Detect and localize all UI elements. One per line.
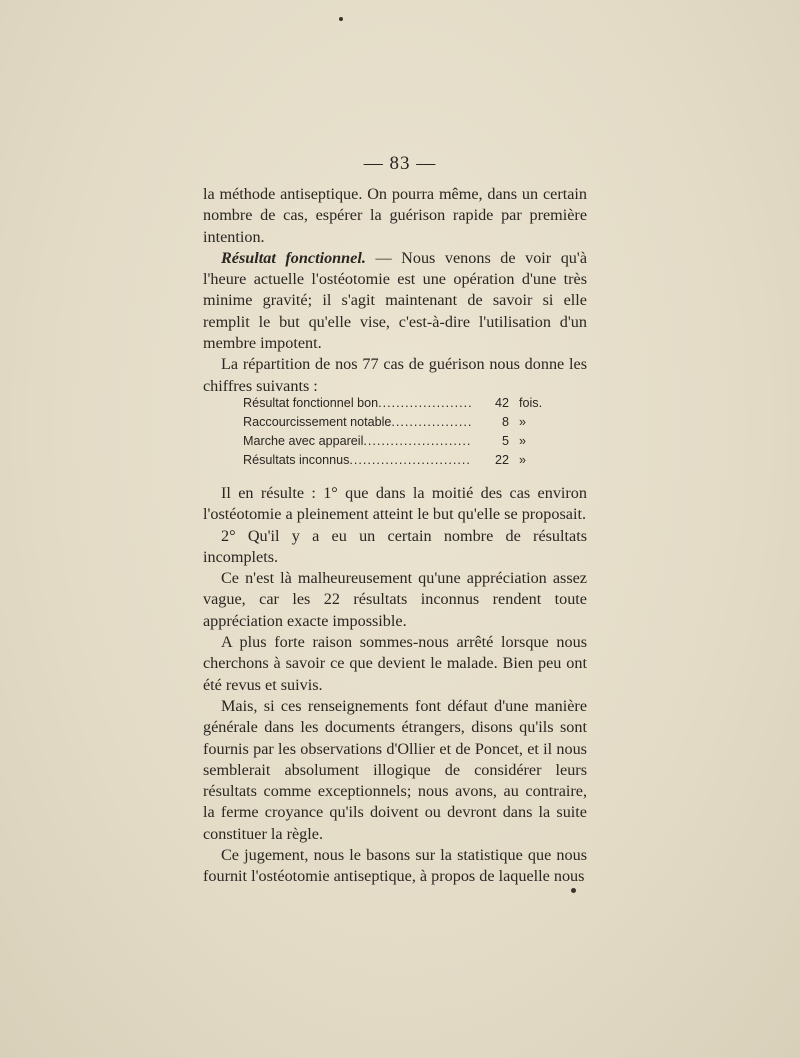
row-unit: » — [519, 453, 527, 467]
paragraph: A plus forte raison sommes-nous arrêté lorsque nous cherchons à savoir ce que devient le malade. Bien peu ont été revus et suivis. — [203, 633, 587, 694]
table-row — [243, 432, 553, 451]
row-unit: fois. — [519, 396, 543, 410]
paragraph: La répartition de nos 77 cas de guérison nous donne les chiffres suivants : — [203, 355, 587, 395]
paragraph: Ce n'est là malheureusement qu'une appréciation assez vague, car les 22 résultats inconnus rendent toute appréciation exacte impossible. — [203, 569, 587, 630]
row-count: 5 — [501, 434, 509, 448]
paragraph-text: — Nous venons de voir qu'à l'heure actuelle l'ostéotomie est une opération d'une très minime gravité; il s'agit maintenant de savoir si elle remplit le but qu'elle vise, c'est-à-dire l'utilisation d'un membre impotent. — [203, 248, 587, 353]
table-row — [243, 413, 553, 432]
row-count: 42 — [494, 396, 509, 410]
ink-speck — [571, 888, 576, 893]
results-table — [243, 394, 553, 470]
row-label: Raccourcissement notable — [243, 415, 392, 429]
dot-leader — [391, 413, 471, 432]
paragraph: 2° Qu'il y a eu un certain nombre de résultats incomplets. — [203, 526, 587, 566]
row-unit: » — [519, 434, 527, 448]
dot-leader — [378, 394, 471, 413]
row-label: Résultats inconnus — [243, 453, 350, 467]
row-label: Résultat fonctionnel bon — [243, 396, 379, 410]
paragraph: Il en résulte : 1° que dans la moitié des cas environ l'ostéotomie a pleinement atteint le but qu'elle se proposait. — [203, 484, 587, 524]
paragraph: Ce jugement, nous le basons sur la statistique que nous fournit l'ostéotomie antiseptique, à propos de laquelle nous — [203, 846, 587, 886]
row-label: Marche avec appareil — [243, 434, 364, 448]
paragraph-with-heading — [203, 248, 587, 354]
inline-heading: Résultat fonctionnel. — [221, 248, 366, 267]
row-count: 8 — [501, 415, 509, 429]
ink-speck — [339, 17, 343, 21]
paragraph: la méthode antiseptique. On pourra même, dans un certain nombre de cas, espérer la guérison rapide par première intention. — [203, 185, 587, 246]
paragraph: Mais, si ces renseignements font défaut d'une manière générale dans les documents étrangers, disons qu'ils sont fournis par les observations d'Ollier et de Poncet, et il nous semblerait absolument illogique de considérer leurs résultats comme exceptionnels; nous avons, au contraire, la ferme croyance qu'ils doivent ou devront dans la suite constituer la règle. — [203, 696, 587, 843]
table-row — [243, 451, 553, 470]
row-count: 22 — [494, 453, 509, 467]
text-block-top — [203, 184, 587, 397]
row-unit: » — [519, 415, 527, 429]
dot-leader — [363, 432, 471, 451]
page-number: — 83 — — [363, 153, 437, 174]
text-block-bottom — [203, 483, 587, 888]
table-row — [243, 394, 553, 413]
dot-leader — [349, 451, 471, 470]
